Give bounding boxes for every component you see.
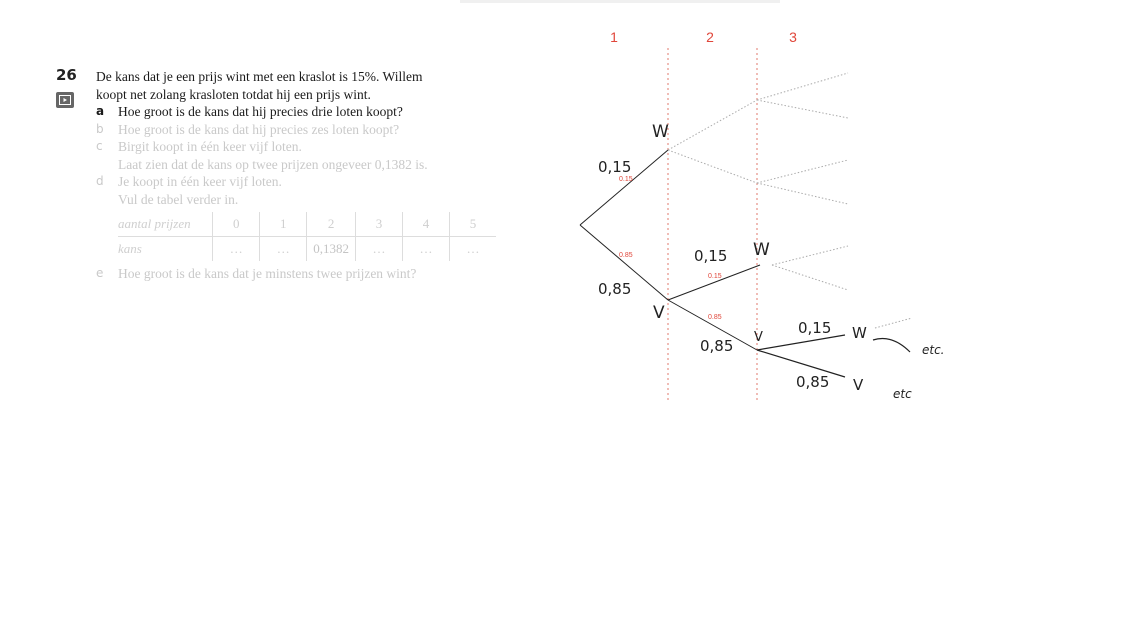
dotted-branch [875, 318, 912, 328]
dotted-branches [668, 73, 912, 328]
table-cell: … [356, 237, 403, 262]
dotted-branch [668, 100, 757, 150]
table-row-header: aantal prijzen [118, 212, 213, 237]
node-lose: V [754, 330, 763, 345]
table-cell: 2 [307, 212, 356, 237]
table-cell: 0 [213, 212, 260, 237]
node-win: W [652, 122, 669, 142]
table-cell: 3 [356, 212, 403, 237]
dotted-branch [757, 100, 848, 118]
tree-branch [757, 335, 845, 350]
branch-prob-win: 0,15 [598, 158, 632, 176]
column-label-3: 3 [789, 29, 797, 45]
column-label-1: 1 [610, 29, 618, 45]
etc-label: etc. [922, 343, 945, 357]
question-e-text: Hoe groot is de kans dat je minstens twee prijzen wint? [118, 266, 417, 281]
branch-prob-lose: 0,85 [796, 373, 830, 391]
node-lose: V [853, 376, 864, 394]
table-row-header: kans [118, 241, 142, 257]
intro-line-2: koopt net zolang krasloten totdat hij een prijs wint. [96, 86, 371, 102]
branch-prob-lose: 0,85 [598, 280, 632, 298]
intro-line-1: De kans dat je een prijs wint met een kraslot is 15%. Willem [96, 69, 423, 84]
node-win: W [852, 324, 867, 342]
branch-prob-win: 0,15 [798, 319, 832, 337]
dotted-branch [772, 246, 848, 265]
dotted-branch [668, 150, 757, 183]
question-c-label: c [96, 139, 103, 153]
table-cell: 1 [260, 212, 307, 237]
dotted-branch [757, 160, 848, 183]
dotted-branch [757, 73, 848, 100]
table-cell: … [450, 237, 497, 262]
table-cell: 5 [450, 212, 497, 237]
curved-arrow [873, 339, 910, 353]
question-a-label: a [96, 104, 105, 118]
exercise-number: 26 [56, 66, 77, 84]
question-d-label: d [96, 174, 104, 188]
table-cell: … [260, 237, 307, 262]
column-label-2: 2 [706, 29, 714, 45]
node-win: W [753, 240, 770, 260]
etc-label: etc [893, 387, 912, 401]
question-b-text: Hoe groot is de kans dat hij precies zes loten koopt? [118, 121, 400, 137]
question-c-text-2: Laat zien dat de kans op twee prijzen ongeveer 0,1382 is. [118, 156, 428, 172]
branch-prob-win: 0,15 [694, 247, 728, 265]
branch-small-win: 0.15 [708, 273, 722, 280]
branch-small-win: 0.15 [619, 176, 633, 183]
branch-small-lose: 0.85 [619, 252, 633, 259]
node-lose: V [653, 303, 665, 323]
table-cell: 4 [403, 212, 450, 237]
branch-prob-lose: 0,85 [700, 337, 734, 355]
question-d-text-2: Vul de tabel verder in. [118, 191, 239, 207]
question-d-text: Je koopt in één keer vijf loten. [118, 174, 282, 189]
branch-small-lose: 0.85 [708, 314, 722, 321]
question-b-label: b [96, 121, 104, 136]
tree-branch [668, 265, 760, 300]
table-cell: … [213, 237, 260, 262]
dotted-branch [772, 265, 848, 290]
table-cell: … [403, 237, 450, 262]
question-a-text: Hoe groot is de kans dat hij precies drie loten koopt? [118, 104, 403, 119]
table-cell: 0,1382 [307, 237, 356, 262]
dotted-branch [757, 183, 848, 204]
question-e-label: e [96, 266, 104, 280]
question-c-text: Birgit koopt in één keer vijf loten. [118, 139, 302, 154]
